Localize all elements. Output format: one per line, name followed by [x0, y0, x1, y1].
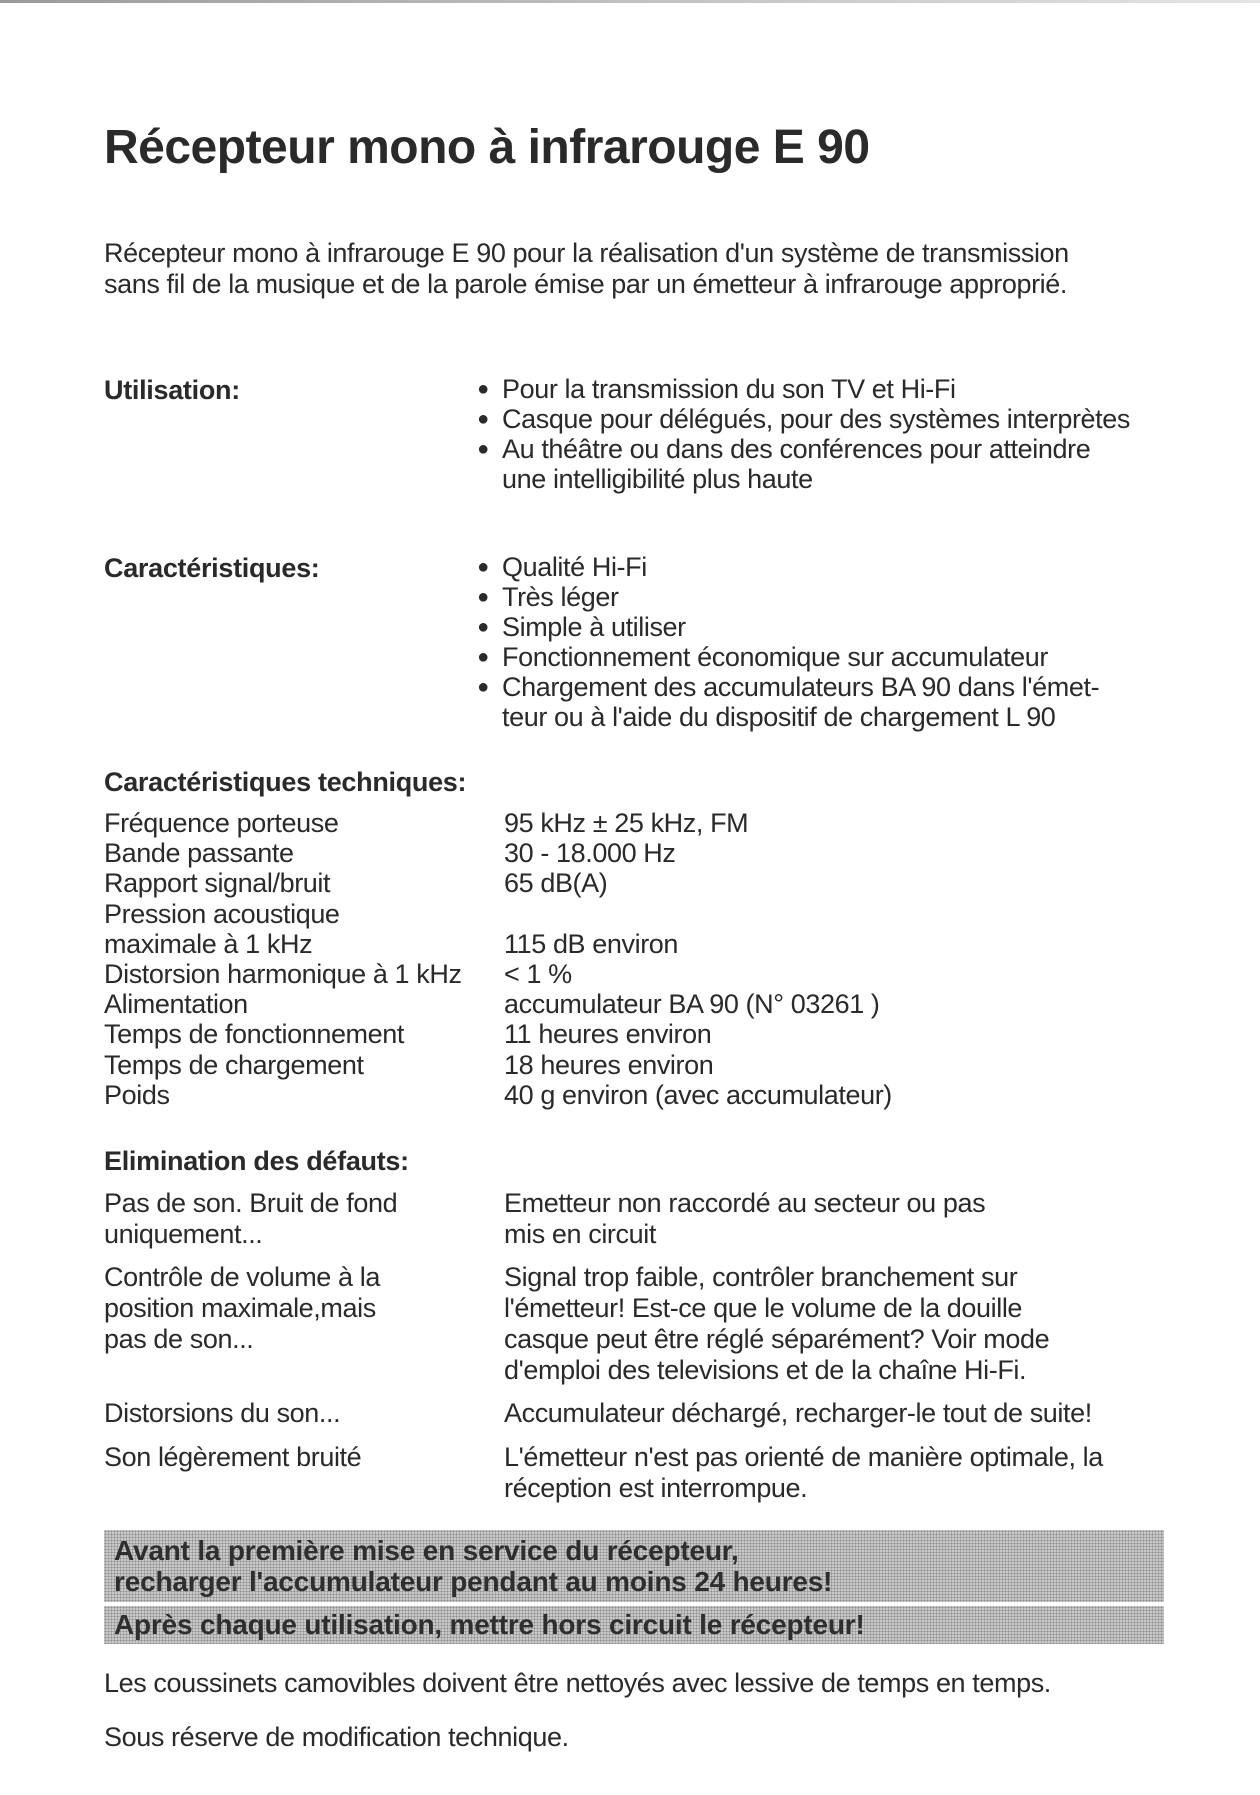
bullet-icon: ● — [477, 408, 489, 430]
charging-notice — [104, 1530, 1164, 1602]
bullet-icon: ● — [477, 378, 489, 400]
list-item — [472, 404, 1130, 434]
list-item — [472, 672, 1099, 702]
troubleshooting-heading: Elimination des défauts: — [104, 1146, 409, 1176]
problem-line: Pas de son. Bruit de fond — [104, 1188, 398, 1218]
spec-value: 65 dB(A) — [504, 868, 608, 899]
list-item — [472, 434, 1130, 464]
caracteristiques-heading: Caractéristiques: — [104, 553, 320, 583]
solution-line: Accumulateur déchargé, recharger-le tout de suite! — [504, 1398, 1092, 1428]
problem-line: Distorsions du son... — [104, 1398, 341, 1428]
list-item-text: Qualité Hi-Fi — [502, 552, 647, 582]
notice-line: recharger l'accumulateur pendant au moins 24 heures! — [114, 1566, 833, 1597]
solution-text — [504, 1398, 1164, 1429]
list-item — [472, 552, 1099, 582]
spec-value: 115 dB environ — [504, 928, 679, 959]
solution-text — [504, 1262, 1164, 1386]
disclaimer-note: Sous réserve de modification technique. — [104, 1722, 569, 1752]
troubleshooting-row — [104, 1262, 1164, 1386]
spec-row — [104, 959, 1164, 989]
troubleshooting-row — [104, 1188, 1164, 1250]
problem-line: Contrôle de volume à la — [104, 1262, 380, 1292]
spec-label: Pression acoustique — [104, 898, 340, 929]
list-item — [472, 612, 1099, 642]
list-item-text: Très léger — [502, 582, 619, 612]
bullet-icon: ● — [477, 438, 489, 460]
list-item-text: Simple à utiliser — [502, 612, 686, 642]
list-item-text: teur ou à l'aide du dispositif de chargement L 90 — [502, 702, 1056, 732]
spec-row — [104, 1050, 1164, 1080]
spec-label: Bande passante — [104, 838, 294, 869]
spec-row — [104, 899, 1164, 929]
spec-row — [104, 989, 1164, 1019]
spec-label: Alimentation — [104, 989, 248, 1020]
problem-text — [104, 1188, 504, 1250]
utilisation-heading: Utilisation: — [104, 375, 240, 405]
intro-line: sans fil de la musique et de la parole émise par un émetteur à infrarouge approprié. — [104, 269, 1067, 299]
bullet-icon: ● — [477, 676, 489, 698]
solution-line: réception est interrompue. — [504, 1473, 808, 1503]
utilisation-list — [472, 374, 1130, 494]
specs-table — [104, 808, 1164, 1110]
list-item-text: Au théâtre ou dans des conférences pour atteindre — [502, 434, 1091, 464]
problem-line: position maximale,mais — [104, 1293, 376, 1323]
list-item-text: Pour la transmission du son TV et Hi-Fi — [502, 374, 956, 404]
solution-line: L'émetteur n'est pas orienté de manière optimale, la — [504, 1442, 1103, 1472]
spec-row — [104, 808, 1164, 838]
spec-value: accumulateur BA 90 (N° 03261 ) — [504, 989, 880, 1020]
list-item — [472, 374, 1130, 404]
solution-text — [504, 1442, 1164, 1504]
intro-line: Récepteur mono à infrarouge E 90 pour la réalisation d'un système de transmission — [104, 238, 1069, 268]
spec-row — [104, 838, 1164, 868]
switch-off-notice — [104, 1606, 1164, 1644]
spec-row — [104, 1080, 1164, 1110]
spec-value: 30 - 18.000 Hz — [504, 838, 676, 869]
solution-line: mis en circuit — [504, 1219, 656, 1249]
list-item-text: Chargement des accumulateurs BA 90 dans l'émet- — [502, 672, 1100, 702]
spec-row — [104, 868, 1164, 898]
bullet-icon: ● — [477, 556, 489, 578]
problem-line: Son légèrement bruité — [104, 1442, 362, 1472]
page-title: Récepteur mono à infrarouge E 90 — [104, 121, 870, 174]
list-item-text: Casque pour délégués, pour des systèmes interprètes — [502, 404, 1130, 434]
notice-line: Après chaque utilisation, mettre hors circuit le récepteur! — [114, 1609, 865, 1640]
top-edge-line — [0, 0, 1260, 3]
spec-value: < 1 % — [504, 959, 572, 990]
spec-value: 18 heures environ — [504, 1049, 714, 1080]
spec-label: Poids — [104, 1079, 170, 1110]
bullet-icon: ● — [477, 616, 489, 638]
solution-text — [504, 1188, 1164, 1250]
solution-line: casque peut être réglé séparément? Voir mode — [504, 1324, 1050, 1354]
list-item — [472, 582, 1099, 612]
spec-row — [104, 929, 1164, 959]
spec-label: Rapport signal/bruit — [104, 868, 331, 899]
intro-paragraph — [104, 238, 1164, 300]
list-item — [472, 464, 1130, 494]
spec-label: maximale à 1 kHz — [104, 928, 313, 959]
solution-line: d'emploi des televisions et de la chaîne Hi-Fi. — [504, 1355, 1027, 1385]
bullet-icon: ● — [477, 586, 489, 608]
list-item — [472, 642, 1099, 672]
spec-value: 95 kHz ± 25 kHz, FM — [504, 808, 749, 838]
problem-line: uniquement... — [104, 1219, 263, 1249]
spec-label: Temps de fonctionnement — [104, 1019, 404, 1050]
spec-label: Temps de chargement — [104, 1049, 364, 1080]
spec-value: 11 heures environ — [504, 1019, 712, 1050]
solution-line: Signal trop faible, contrôler branchement sur — [504, 1262, 1018, 1292]
cleaning-note: Les coussinets camovibles doivent être nettoyés avec lessive de temps en temps. — [104, 1668, 1051, 1698]
spec-label: Distorsion harmonique à 1 kHz — [104, 959, 462, 990]
list-item-text: Fonctionnement économique sur accumulateur — [502, 642, 1049, 672]
spec-row — [104, 1019, 1164, 1049]
solution-line: l'émetteur! Est-ce que le volume de la douille — [504, 1293, 1023, 1323]
bullet-icon: ● — [477, 646, 489, 668]
troubleshooting-row — [104, 1442, 1164, 1504]
list-item-text: une intelligibilité plus haute — [502, 464, 813, 494]
specs-heading: Caractéristiques techniques: — [104, 767, 467, 797]
problem-line: pas de son... — [104, 1324, 254, 1354]
problem-text — [104, 1442, 504, 1504]
solution-line: Emetteur non raccordé au secteur ou pas — [504, 1188, 986, 1218]
list-item — [472, 702, 1099, 732]
troubleshooting-row — [104, 1398, 1164, 1429]
spec-value: 40 g environ (avec accumulateur) — [504, 1079, 892, 1110]
notice-line: Avant la première mise en service du récepteur, — [114, 1535, 739, 1566]
spec-value — [504, 899, 1164, 929]
problem-text — [104, 1262, 504, 1386]
problem-text — [104, 1398, 504, 1429]
caracteristiques-list — [472, 552, 1099, 732]
spec-label: Fréquence porteuse — [104, 808, 339, 838]
